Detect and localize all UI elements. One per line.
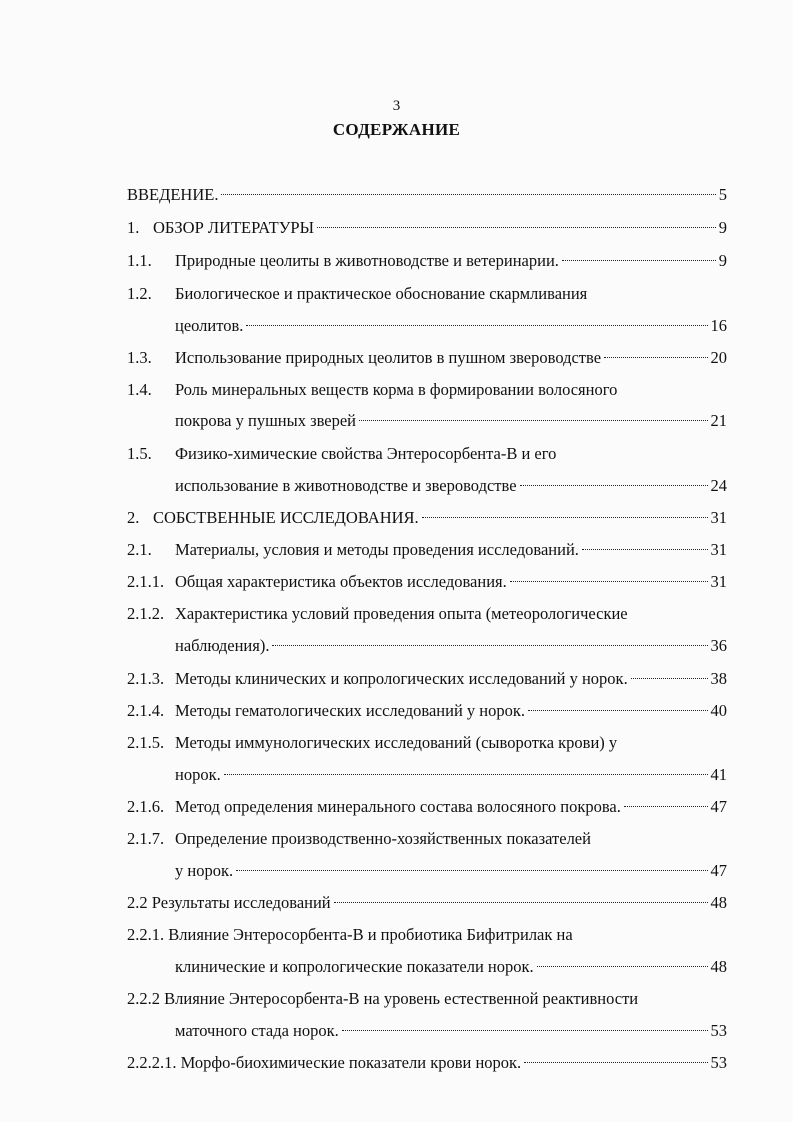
toc-entry-page: 53 bbox=[710, 1021, 727, 1040]
toc-entry-text: Роль минеральных веществ корма в формировании волосяного bbox=[175, 380, 618, 399]
toc-entry-text-continued: маточного стада норок. bbox=[175, 1021, 339, 1040]
toc-entry-page: 16 bbox=[710, 316, 727, 335]
toc-entry-text: Методы гематологических исследований у норок. bbox=[175, 701, 526, 720]
toc-entry-text-continued: наблюдения). bbox=[175, 636, 270, 655]
dot-leader bbox=[342, 1029, 708, 1031]
toc-entry-2-2-2[interactable] bbox=[127, 987, 727, 1011]
toc-entry-page: 31 bbox=[710, 508, 727, 527]
toc-entry-page: 5 bbox=[718, 185, 727, 204]
toc-entry-page: 36 bbox=[710, 636, 727, 655]
toc-entry-page: 31 bbox=[710, 540, 727, 559]
toc-entry-text: 2.2 Результаты исследований bbox=[127, 893, 331, 912]
toc-entry-page: 38 bbox=[710, 669, 727, 688]
toc-entry-page: 9 bbox=[718, 251, 727, 270]
toc-entry-number: 2.1.4. bbox=[127, 701, 165, 720]
dot-leader bbox=[246, 324, 707, 326]
dot-leader bbox=[510, 580, 708, 582]
toc-entry-text-continued: клинические и копрологические показатели норок. bbox=[175, 957, 534, 976]
toc-entry-text: Физико-химические свойства Энтеросорбента-В и его bbox=[175, 444, 557, 463]
toc-entry-2-1-7[interactable] bbox=[127, 827, 727, 851]
page-number: 3 bbox=[392, 98, 401, 114]
toc-title: СОДЕРЖАНИЕ bbox=[332, 120, 461, 139]
toc-entry-page: 40 bbox=[710, 701, 727, 720]
toc-entry-number: 2.1.1. bbox=[127, 572, 165, 591]
toc-entry-text: Общая характеристика объектов исследования. bbox=[175, 572, 507, 591]
toc-entry-2-1-2[interactable] bbox=[127, 602, 727, 626]
toc-entry-2-1-2-cont[interactable] bbox=[127, 634, 727, 658]
toc-entry-page: 47 bbox=[710, 797, 727, 816]
toc-entry-2-2-2-1[interactable] bbox=[127, 1051, 727, 1075]
toc-entry-text-continued: норок. bbox=[175, 765, 221, 784]
toc-entry-number: 1.2. bbox=[127, 284, 152, 303]
toc-entry-number: 2.1.6. bbox=[127, 797, 165, 816]
toc-entry-2-1[interactable] bbox=[127, 538, 727, 562]
toc-entry-text: Методы клинических и копрологических исследований у норок. bbox=[175, 669, 628, 688]
toc-entry-text: ВВЕДЕНИЕ. bbox=[127, 185, 219, 204]
dot-leader bbox=[236, 869, 707, 871]
toc-entry-number: 2.1.7. bbox=[127, 829, 165, 848]
toc-entry-text: Материалы, условия и методы проведения исследований. bbox=[175, 540, 579, 559]
toc-entry-page: 53 bbox=[710, 1053, 727, 1072]
toc-entry-number: 2.1.2. bbox=[127, 604, 165, 623]
toc-entry-text: 2.2.2.1. Морфо-биохимические показатели крови норок. bbox=[127, 1053, 522, 1072]
toc-entry-number: 1.1. bbox=[127, 251, 152, 270]
toc-entry-2-2-2-cont[interactable] bbox=[127, 1019, 727, 1043]
toc-entry-text: Определение производственно-хозяйственных показателей bbox=[175, 829, 591, 848]
toc-entry-page: 41 bbox=[710, 765, 727, 784]
dot-leader bbox=[528, 709, 707, 711]
toc-entry-number: 2.1.5. bbox=[127, 733, 165, 752]
toc-entry-text-continued: покрова у пушных зверей bbox=[175, 411, 357, 430]
toc-entry-page: 21 bbox=[710, 411, 727, 430]
toc-entry-2-1-5-cont[interactable] bbox=[127, 763, 727, 787]
toc-entry-1-2-cont[interactable] bbox=[127, 314, 727, 338]
toc-entry-2-1-4[interactable] bbox=[127, 699, 727, 723]
toc-entry-2-1-3[interactable] bbox=[127, 667, 727, 691]
toc-entry-page: 47 bbox=[710, 861, 727, 880]
toc-entry-2-2-1-cont[interactable] bbox=[127, 955, 727, 979]
dot-leader bbox=[520, 484, 708, 486]
dot-leader bbox=[537, 965, 708, 967]
toc-entry-number: 1.5. bbox=[127, 444, 152, 463]
toc-entry-page: 24 bbox=[710, 476, 727, 495]
toc-entry-page: 48 bbox=[710, 957, 727, 976]
toc-entry-page: 20 bbox=[710, 348, 727, 367]
dot-leader bbox=[582, 548, 708, 550]
toc-entry-number: 2.1.3. bbox=[127, 669, 165, 688]
toc-entry-1-4[interactable] bbox=[127, 378, 727, 402]
dot-leader bbox=[272, 644, 707, 646]
dot-leader bbox=[317, 226, 716, 228]
toc-entry-number: 1.4. bbox=[127, 380, 152, 399]
toc-entry-text: 2.2.2 Влияние Энтеросорбента-В на уровень естественной реактивности bbox=[127, 989, 639, 1008]
toc-entry-2-1-1[interactable] bbox=[127, 570, 727, 594]
toc-entry-text: Метод определения минерального состава волосяного покрова. bbox=[175, 797, 621, 816]
toc-entry-1-5-cont[interactable] bbox=[127, 474, 727, 498]
toc-entry-text-continued: у норок. bbox=[175, 861, 234, 880]
toc-entry-1[interactable] bbox=[127, 216, 727, 240]
toc-entry-number: 2. bbox=[127, 508, 140, 527]
toc-entry-number: 1.3. bbox=[127, 348, 152, 367]
toc-entry-1-3[interactable] bbox=[127, 346, 727, 370]
toc-entry-text: Методы иммунологических исследований (сыворотка крови) у bbox=[175, 733, 618, 752]
toc-entry-page: 31 bbox=[710, 572, 727, 591]
dot-leader bbox=[604, 356, 707, 358]
toc-entry-text: Характеристика условий проведения опыта (метеорологические bbox=[175, 604, 628, 623]
toc-entry-text: Природные цеолиты в животноводстве и ветеринарии. bbox=[175, 251, 559, 270]
toc-entry-page: 48 bbox=[710, 893, 727, 912]
toc-entry-number: 1. bbox=[127, 218, 140, 237]
toc-entry-2-1-5[interactable] bbox=[127, 731, 727, 755]
toc-entry-2[interactable] bbox=[127, 506, 727, 530]
toc-entry-number: 2.1. bbox=[127, 540, 152, 559]
dot-leader bbox=[221, 193, 715, 195]
dot-leader bbox=[359, 419, 707, 421]
toc-entry-1-4-cont[interactable] bbox=[127, 409, 727, 433]
dot-leader bbox=[562, 259, 716, 261]
dot-leader bbox=[524, 1061, 707, 1063]
toc-entry-text: СОБСТВЕННЫЕ ИССЛЕДОВАНИЯ. bbox=[153, 508, 419, 527]
toc-entry-2-1-6[interactable] bbox=[127, 795, 727, 819]
toc-entry-page: 9 bbox=[718, 218, 727, 237]
dot-leader bbox=[334, 901, 708, 903]
toc-entry-2-2-1[interactable] bbox=[127, 923, 727, 947]
toc-entry-text-continued: использование в животноводстве и звероводстве bbox=[175, 476, 517, 495]
toc-entry-1-2[interactable] bbox=[127, 282, 727, 306]
toc-entry-text: 2.2.1. Влияние Энтеросорбента-В и пробиотика Бифитрилак на bbox=[127, 925, 573, 944]
toc-entry-2-2[interactable] bbox=[127, 891, 727, 915]
toc-entry-text: Использование природных цеолитов в пушном звероводстве bbox=[175, 348, 602, 367]
toc-entry-introduction[interactable] bbox=[127, 183, 727, 207]
toc-entry-text-continued: цеолитов. bbox=[175, 316, 244, 335]
toc-entry-text: Биологическое и практическое обоснование скармливания bbox=[175, 284, 588, 303]
dot-leader bbox=[224, 773, 708, 775]
toc-entry-1-1[interactable] bbox=[127, 249, 727, 273]
toc-entry-1-5[interactable] bbox=[127, 442, 727, 466]
toc-entry-text: ОБЗОР ЛИТЕРАТУРЫ bbox=[153, 218, 314, 237]
dot-leader bbox=[631, 677, 708, 679]
toc-entry-2-1-7-cont[interactable] bbox=[127, 859, 727, 883]
dot-leader bbox=[624, 805, 708, 807]
dot-leader bbox=[422, 516, 708, 518]
